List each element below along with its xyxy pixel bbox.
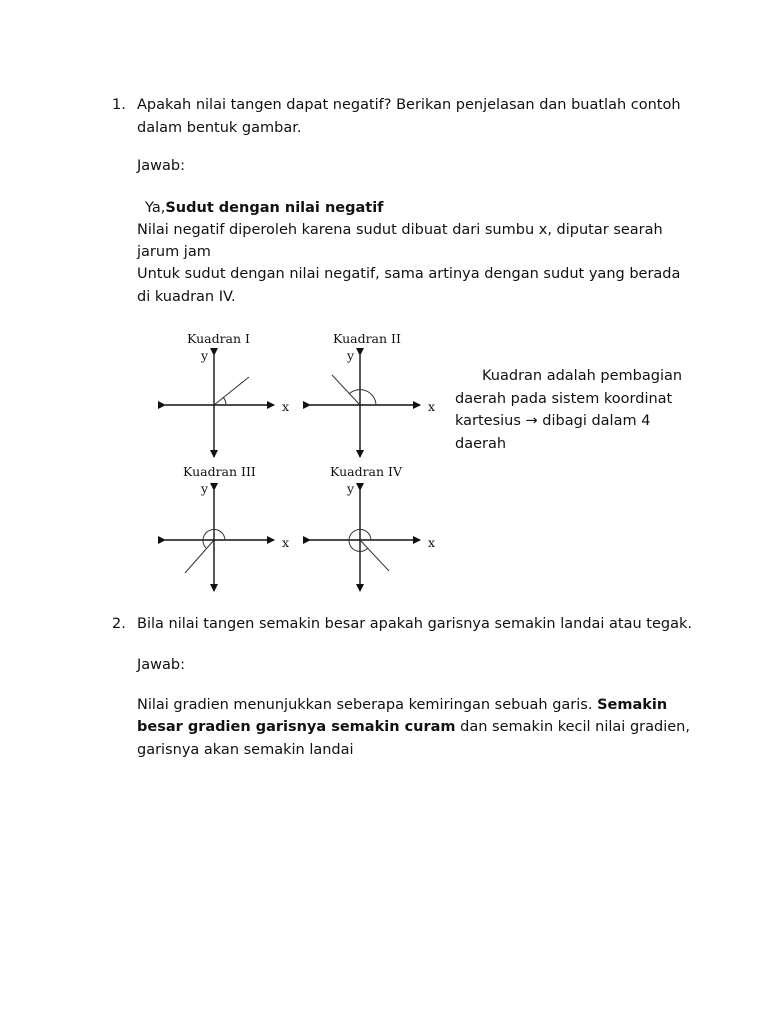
quadrant-1-graph (165, 331, 289, 457)
quadrant-3-x-label: x (282, 535, 290, 550)
answer-2-line1-normal: Nilai gradien menunjukkan seberapa kemiringan sebuah garis. (137, 697, 598, 713)
quadrant-2-x-label: x (428, 399, 436, 414)
answer-1-ya: Ya, (145, 200, 166, 216)
answer-1-line3: jarum jam (137, 244, 211, 260)
quadrant-1-y-label: y (201, 348, 209, 363)
quadrant-1-label: Kuadran I (187, 331, 250, 346)
quadrant-4-ray (360, 540, 389, 571)
question-1-number: 1. (112, 97, 126, 113)
side-note-line3: kartesius → dibagi dalam 4 (455, 413, 651, 429)
quadrant-3-ray (185, 540, 214, 573)
answer-1-bold-heading: Sudut dengan nilai negatif (165, 200, 384, 216)
quadrant-4-y-label: y (347, 481, 355, 496)
quadrant-2-label: Kuadran II (333, 331, 401, 346)
quadrant-diagram (150, 325, 450, 595)
question-2-number: 2. (112, 616, 126, 632)
answer-1-line2: Nilai negatif diperoleh karena sudut dibuat dari sumbu x, diputar searah (137, 222, 663, 238)
side-note-line4: daerah (455, 436, 507, 452)
quadrant-1-ray (214, 377, 249, 405)
quadrant-3-label: Kuadran III (183, 464, 256, 479)
question-1-text-line2: dalam bentuk gambar. (137, 120, 302, 136)
quadrant-2-y-label: y (347, 348, 355, 363)
quadrant-3-y-label: y (201, 481, 209, 496)
quadrant-1-angle-arc (223, 397, 226, 405)
answer-2-line2 (137, 716, 690, 738)
answer-1-line5: di kuadran IV. (137, 289, 236, 305)
quadrant-4-x-label: x (428, 535, 436, 550)
side-note-line2: daerah pada sistem koordinat (455, 391, 673, 407)
quadrant-4-label: Kuadran IV (330, 464, 402, 479)
question-2-jawab-label: Jawab: (137, 657, 185, 673)
answer-1-heading (145, 197, 383, 219)
question-1-jawab-label: Jawab: (137, 158, 185, 174)
quadrant-4-graph (310, 464, 435, 591)
question-1-text-line1: Apakah nilai tangen dapat negatif? Berikan penjelasan dan buatlah contoh (137, 97, 681, 113)
answer-1-line4: Untuk sudut dengan nilai negatif, sama artinya dengan sudut yang berada (137, 266, 681, 282)
quadrant-2-graph (310, 331, 435, 457)
answer-2-line2-normal: dan semakin kecil nilai gradien, (455, 719, 690, 735)
answer-2-line1-bold: Semakin (597, 697, 668, 713)
answer-2-line1 (137, 694, 667, 716)
answer-2-line2-bold: besar gradien garisnya semakin curam (137, 719, 456, 735)
quadrant-1-x-label: x (282, 399, 290, 414)
side-note-line1: Kuadran adalah pembagian (482, 368, 683, 384)
answer-2-line3: garisnya akan semakin landai (137, 742, 354, 758)
question-2-text: Bila nilai tangen semakin besar apakah garisnya semakin landai atau tegak. (137, 616, 693, 632)
quadrant-3-graph (165, 464, 289, 591)
